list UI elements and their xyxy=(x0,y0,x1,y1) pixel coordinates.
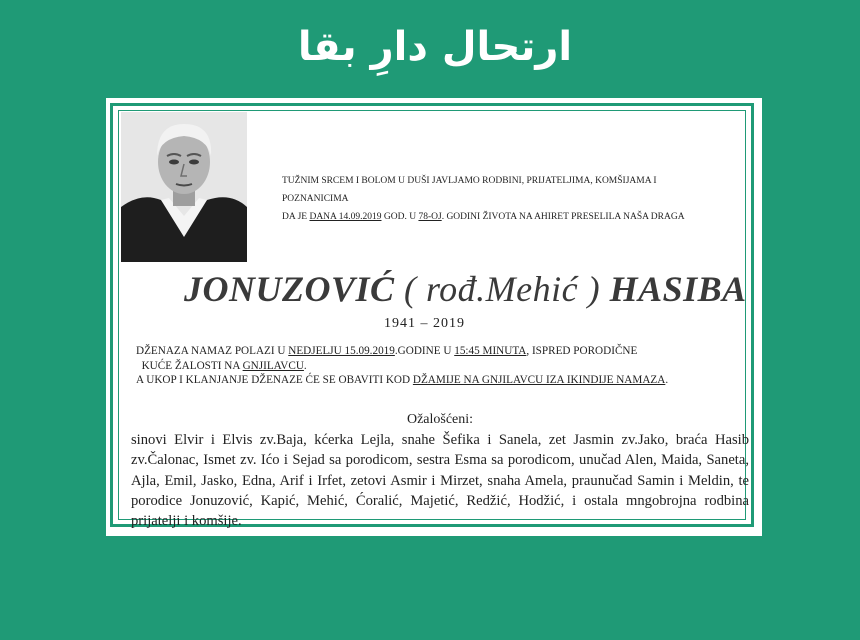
funeral-info-line-3: A UKOP I KLANJANJE DŽENAZE ĆE SE OBAVITI KOD DŽAMIJE NA GNJILAVCU IZA IKINDIJE NAMAZA. xyxy=(136,374,669,386)
maiden-name: ( rođ.Mehić ) xyxy=(404,269,601,309)
mourners-list: sinovi Elvir i Elvis zv.Baja, kćerka Lejla, snahe Šefika i Sanela, zet Jasmin zv.Jako, braća Hasib zv.Čalonac, Ismet zv. Ićo i Sejad sa porodicom, sestra Esma sa porodicom, unučad Alen, Maida, Saneta, Ajla, Emil, Jasko, Edna, Arif i Irfet, zetovi Asmir i Mirzet, snaha Amela, praunučad Samin i Meldin, te porodice Jonuzović, Kapić, Mehić, Ćoralić, Majetić, Redžić, Hodžić, i ostala mngobrojna rodbina prijatelji i komšije. xyxy=(131,432,749,530)
funeral-time: 15:45 MINUTA xyxy=(454,345,527,357)
deceased-photo xyxy=(121,112,247,262)
intro-line-2: DA JE DANA 14.09.2019 GOD. U 78-OJ. GODINI ŽIVOTA NA AHIRET PRESELILA NAŠA DRAGA xyxy=(282,212,685,222)
given-name: HASIBA xyxy=(609,269,747,309)
intro-announcement xyxy=(282,172,702,226)
intro-line-1: TUŽNIM SRCEM I BOLOM U DUŠI JAVLJAMO RODBINI, PRIJATELJIMA, KOMŠIJAMA I POZNANICIMA xyxy=(282,176,657,204)
svg-text:ارتحال دارِ بقا: ارتحال دارِ بقا xyxy=(297,24,573,70)
funeral-info xyxy=(136,344,746,388)
death-date: DANA 14.09.2019 xyxy=(309,212,382,222)
funeral-info-line-1: DŽENAZA NAMAZ POLAZI U NEDJELJU 15.09.2019.GODINE U 15:45 MINUTA, ISPRED PORODIČNE xyxy=(136,345,638,357)
age: 78-OJ xyxy=(418,212,442,222)
mourners-title: Ožalošćeni: xyxy=(406,412,474,427)
burial-mosque: DŽAMIJE NA GNJILAVCU IZA IKINDIJE NAMAZA xyxy=(412,374,666,386)
funeral-day: NEDJELJU 15.09.2019 xyxy=(288,345,395,357)
deceased-name xyxy=(184,268,747,310)
funeral-info-line-2: KUĆE ŽALOSTI NA GNJILAVCU. xyxy=(136,359,307,372)
surname: JONUZOVIĆ xyxy=(184,269,395,309)
life-years: 1941 – 2019 xyxy=(384,316,465,331)
arabic-calligraphy xyxy=(297,12,573,82)
funeral-place: GNJILAVCU xyxy=(242,359,304,372)
